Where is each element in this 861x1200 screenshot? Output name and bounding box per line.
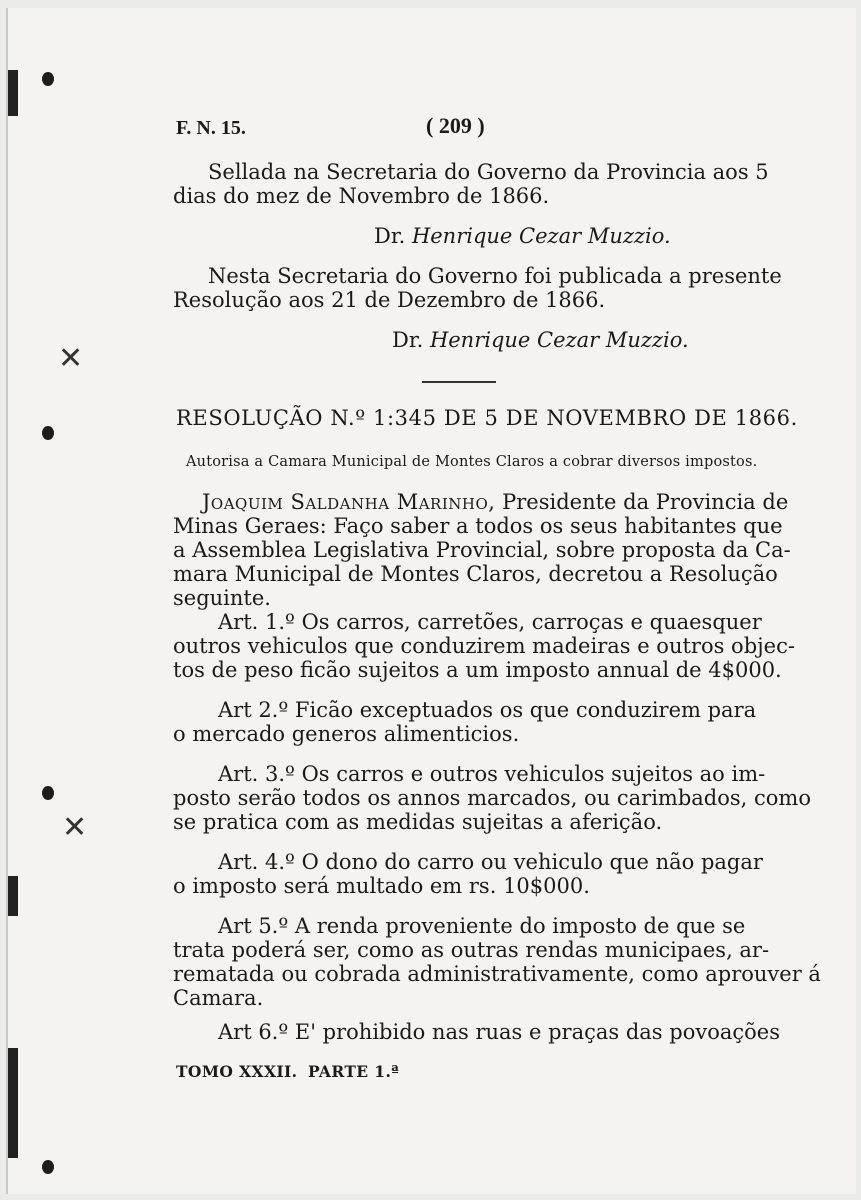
article-1-line-3: tos de peso ficão sujeitos a um imposto annual de 4$000. xyxy=(173,658,782,682)
publication-signature xyxy=(392,328,689,352)
punch-hole-mark xyxy=(42,72,54,86)
article-2-line-2: o mercado generos alimenticios. xyxy=(173,722,520,746)
article-3-line-1: Art. 3.º Os carros e outros vehiculos sujeitos ao im- xyxy=(218,762,766,786)
preamble-line-3: a Assemblea Legislativa Provincial, sobre proposta da Ca- xyxy=(173,538,791,562)
binding-edge-mark xyxy=(8,876,18,916)
margin-mark: ✕ xyxy=(62,810,88,845)
publication-line-2: Resolução aos 21 de Dezembro de 1866. xyxy=(173,288,606,312)
signature-prefix: Dr. xyxy=(374,224,406,248)
article-3-line-3: se pratica com as medidas sujeitas a aferição. xyxy=(173,810,663,834)
running-header-left: F. N. 15. xyxy=(176,117,246,139)
preamble-line-1 xyxy=(202,490,788,514)
governor-name: Joaquim Saldanha Marinho, xyxy=(202,490,496,514)
signature-prefix: Dr. xyxy=(392,328,424,352)
resolution-subtitle: Autorisa a Camara Municipal de Montes Claros a cobrar diversos impostos. xyxy=(186,454,758,470)
preamble-line-2: Minas Geraes: Faço saber a todos os seus habitantes que xyxy=(173,514,783,538)
article-4-line-2: o imposto será multado em rs. 10$000. xyxy=(173,874,590,898)
sealing-line-2: dias do mez de Novembro de 1866. xyxy=(173,184,550,208)
page-number: ( 209 ) xyxy=(426,113,485,138)
punch-hole-mark xyxy=(42,426,54,440)
sealing-line-1: Sellada na Secretaria do Governo da Provincia aos 5 xyxy=(208,160,769,184)
section-divider xyxy=(422,381,496,383)
article-2-line-1: Art 2.º Ficão exceptuados os que conduzirem para xyxy=(218,698,757,722)
article-3-line-2: posto serão todos os annos marcados, ou carimbados, como xyxy=(173,786,811,810)
punch-hole-mark xyxy=(42,786,54,800)
resolution-title: RESOLUÇÃO N.º 1:345 DE 5 DE NOVEMBRO DE 1866. xyxy=(176,406,798,430)
document-page xyxy=(6,8,856,1194)
article-5-line-1: Art 5.º A renda proveniente do imposto de que se xyxy=(218,914,746,938)
article-1-line-2: outros vehiculos que conduzirem madeiras e outros objec- xyxy=(173,634,795,658)
article-6-line-1: Art 6.º E' prohibido nas ruas e praças das povoações xyxy=(218,1020,780,1044)
signature-name: Henrique Cezar Muzzio. xyxy=(429,328,689,352)
preamble-line-4: mara Municipal de Montes Claros, decretou a Resolução xyxy=(173,562,778,586)
margin-mark: ✕ xyxy=(58,341,84,376)
article-1-line-1: Art. 1.º Os carros, carretões, carroças e quaesquer xyxy=(218,610,762,634)
binding-edge-mark xyxy=(8,70,18,116)
footer-volume: TOMO XXXII. xyxy=(176,1062,298,1081)
publication-line-1: Nesta Secretaria do Governo foi publicada a presente xyxy=(208,264,782,288)
article-5-line-3: rematada ou cobrada administrativamente, como aprouver á xyxy=(173,962,821,986)
article-5-line-2: trata poderá ser, como as outras rendas municipaes, ar- xyxy=(173,938,770,962)
binding-edge-mark xyxy=(8,1048,18,1158)
sealing-signature xyxy=(374,224,671,248)
preamble-line-1-rest: Presidente da Provincia de xyxy=(502,490,789,514)
article-4-line-1: Art. 4.º O dono do carro ou vehiculo que não pagar xyxy=(218,850,763,874)
article-5-line-4: Camara. xyxy=(173,986,264,1010)
footer-part: PARTE 1.ª xyxy=(308,1062,400,1081)
preamble-line-5: seguinte. xyxy=(173,586,271,610)
signature-name: Henrique Cezar Muzzio. xyxy=(411,224,671,248)
punch-hole-mark xyxy=(42,1160,54,1174)
